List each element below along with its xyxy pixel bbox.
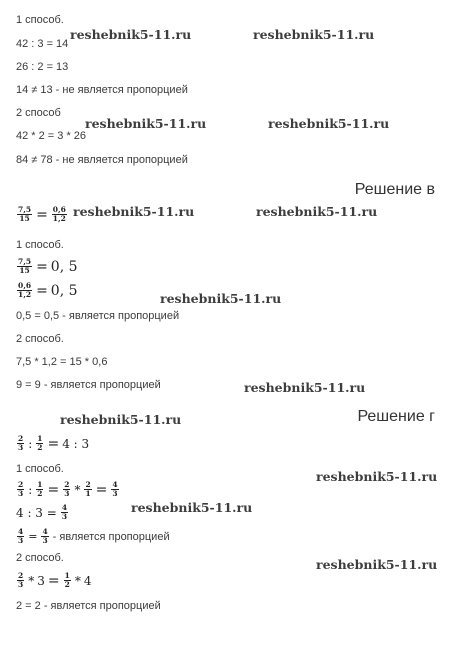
solution-heading: Решение в — [354, 181, 435, 198]
solution-heading: Решение г — [357, 408, 435, 425]
equation: 42 * 2 = 3 * 26 — [16, 130, 87, 142]
watermark: reshebnik5-11.ru — [160, 291, 282, 306]
result-text: 2 = 2 - является пропорцией — [16, 600, 161, 612]
watermark: reshebnik5-11.ru — [73, 204, 195, 219]
fraction-equation: $\frac{0,6}{1,2}$ = 0, 5 — [18, 281, 78, 299]
method-2-label: 2 способ. — [16, 333, 64, 345]
method-1-label: 1 способ. — [16, 463, 64, 475]
result-text: 9 = 9 - является пропорцией — [16, 379, 161, 391]
method-2-label: 2 способ — [16, 107, 61, 119]
proportion-formula: $\frac{7,5}{15}$ = $\frac{0,6}{1,2}$ — [18, 205, 66, 223]
result-text: 0,5 = 0,5 - является пропорцией — [16, 310, 180, 322]
result-text: 14 ≠ 13 - не является пропорцией — [16, 84, 188, 96]
fraction-result: $\frac{4}{3}$ = $\frac{4}{3}$ - является пропорцией — [18, 527, 170, 545]
equation: 26 : 2 = 13 — [16, 61, 69, 73]
proportion-formula: $\frac{2}{3}$ : $\frac{1}{2}$ = 4 : 3 — [18, 434, 90, 452]
method-1-label: 1 способ. — [16, 239, 64, 251]
watermark: reshebnik5-11.ru — [60, 412, 182, 427]
watermark: reshebnik5-11.ru — [244, 380, 366, 395]
fraction-equation: $\frac{7,5}{15}$ = 0, 5 — [18, 257, 78, 275]
method-1-label: 1 способ. — [16, 14, 64, 26]
fraction-equation: $\frac{2}{3}$ * 3 = $\frac{1}{2}$ * 4 — [18, 571, 92, 589]
watermark: reshebnik5-11.ru — [268, 116, 390, 131]
equation: 7,5 * 1,2 = 15 * 0,6 — [16, 356, 108, 368]
fraction-equation: $\frac{2}{3}$ : $\frac{1}{2}$ = $\frac{2}{3}$ * $\frac{2}{1}$ = $\frac{4}{3}$ — [18, 480, 118, 498]
watermark: reshebnik5-11.ru — [316, 557, 438, 572]
watermark: reshebnik5-11.ru — [256, 204, 378, 219]
watermark: reshebnik5-11.ru — [85, 116, 207, 131]
result-text: 84 ≠ 78 - не является пропорцией — [16, 154, 188, 166]
watermark: reshebnik5-11.ru — [70, 27, 192, 42]
watermark: reshebnik5-11.ru — [131, 500, 253, 515]
equation: 42 : 3 = 14 — [16, 38, 69, 50]
method-2-label: 2 способ. — [16, 552, 64, 564]
watermark: reshebnik5-11.ru — [253, 27, 375, 42]
fraction-equation: 4 : 3 = $\frac{4}{3}$ — [16, 503, 68, 521]
watermark: reshebnik5-11.ru — [316, 469, 438, 484]
